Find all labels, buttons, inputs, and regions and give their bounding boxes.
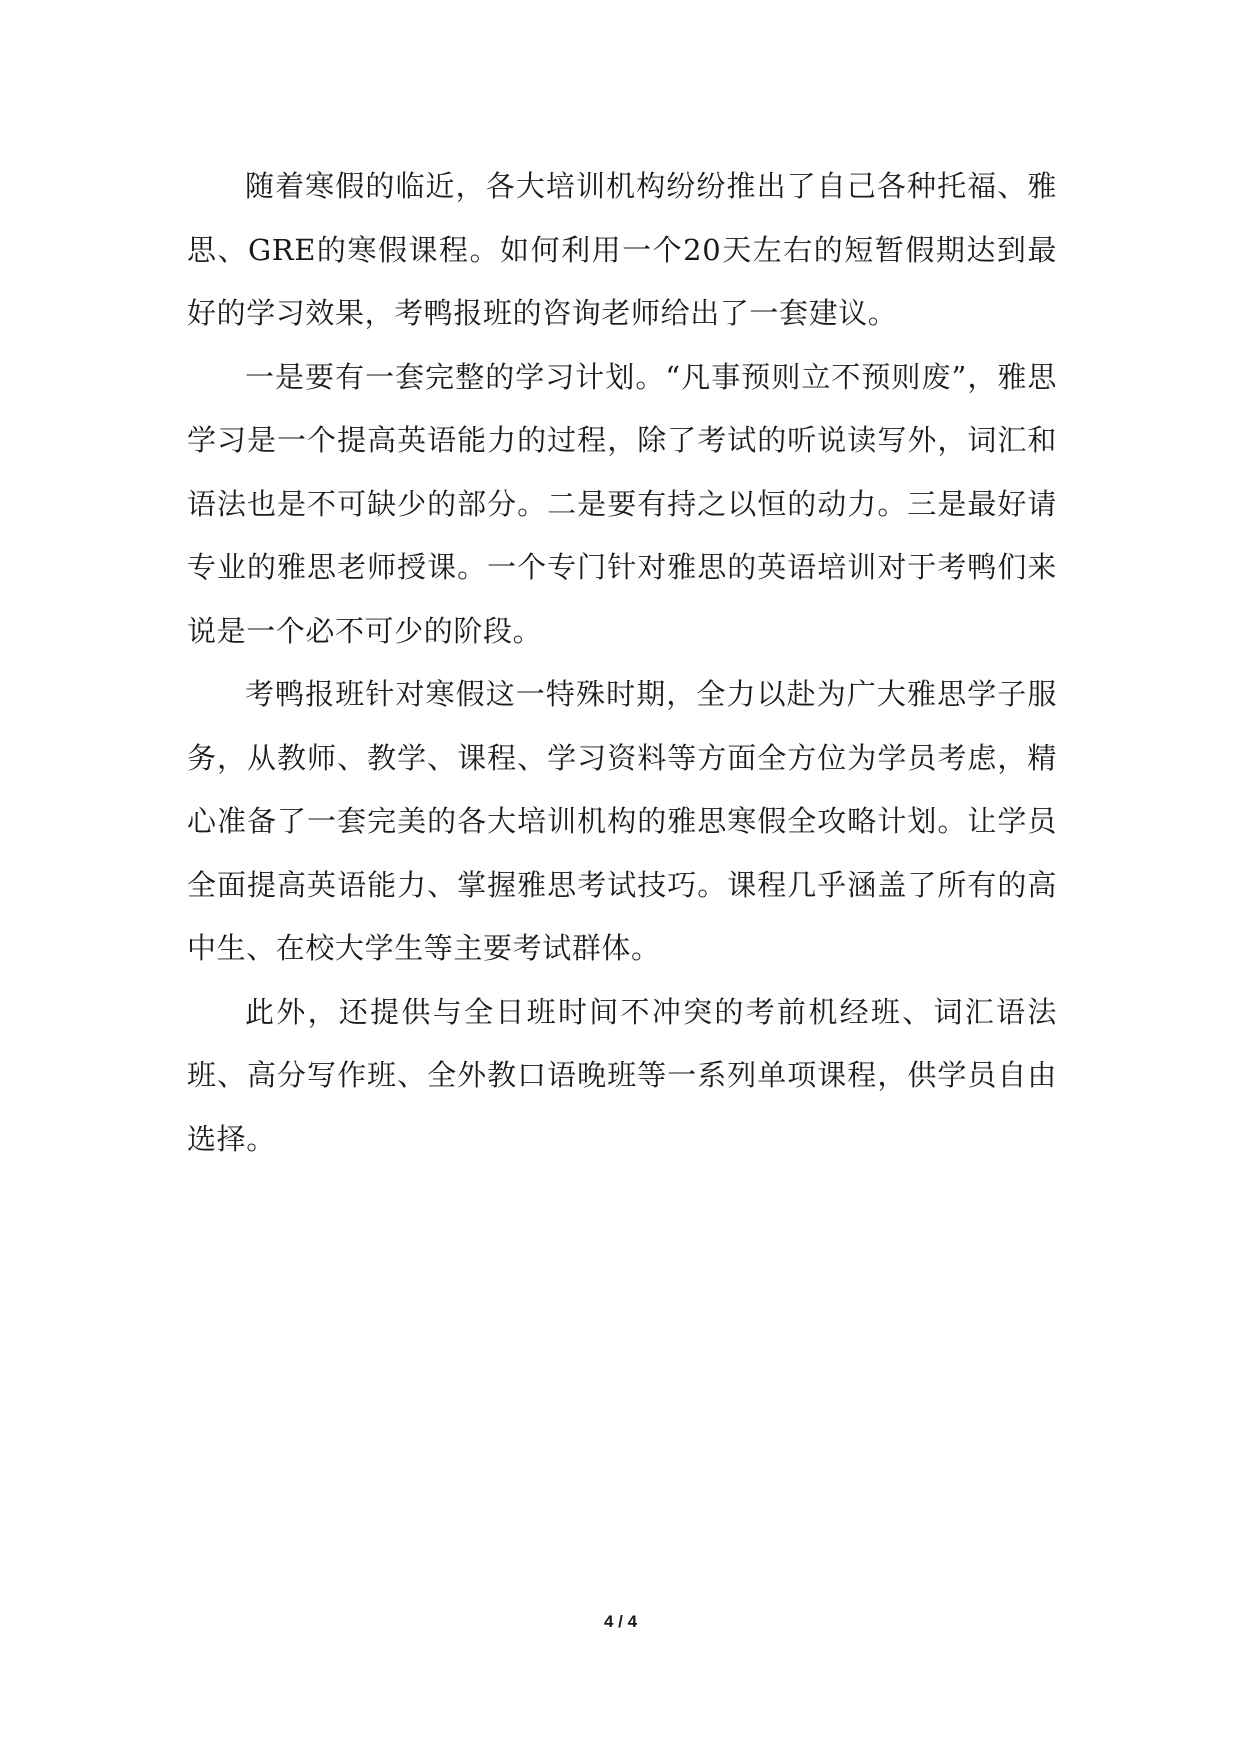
- paragraph-3: 考鸭报班针对寒假这一特殊时期，全力以赴为广大雅思学子服务，从教师、教学、课程、学习资料等方面全方位为学员考虑，精心准备了一套完美的各大培训机构的雅思寒假全攻略计划。让学员全面提高英语能力、掌握雅思考试技巧。课程几乎涵盖了所有的高中生、在校大学生等主要考试群体。: [187, 677, 1057, 965]
- paragraph-2: 一是要有一套完整的学习计划。“凡事预则立不预则废”，雅思学习是一个提高英语能力的过程，除了考试的听说读写外，词汇和语法也是不可缺少的部分。二是要有持之以恒的动力。三是最好请专业的雅思老师授课。一个专门针对雅思的英语培训对于考鸭们来说是一个必不可少的阶段。: [187, 359, 1057, 648]
- page-number: 4 / 4: [603, 1612, 638, 1631]
- body-text: [187, 155, 1057, 1171]
- paragraph-4: 此外，还提供与全日班时间不冲突的考前机经班、词汇语法班、高分写作班、全外教口语晚班等一系列单项课程，供学员自由选择。: [187, 994, 1057, 1156]
- paragraph-1: 随着寒假的临近，各大培训机构纷纷推出了自己各种托福、雅思、GRE的寒假课程。如何利用一个20天左右的短暂假期达到最好的学习效果，考鸭报班的咨询老师给出了一套建议。: [187, 169, 1057, 330]
